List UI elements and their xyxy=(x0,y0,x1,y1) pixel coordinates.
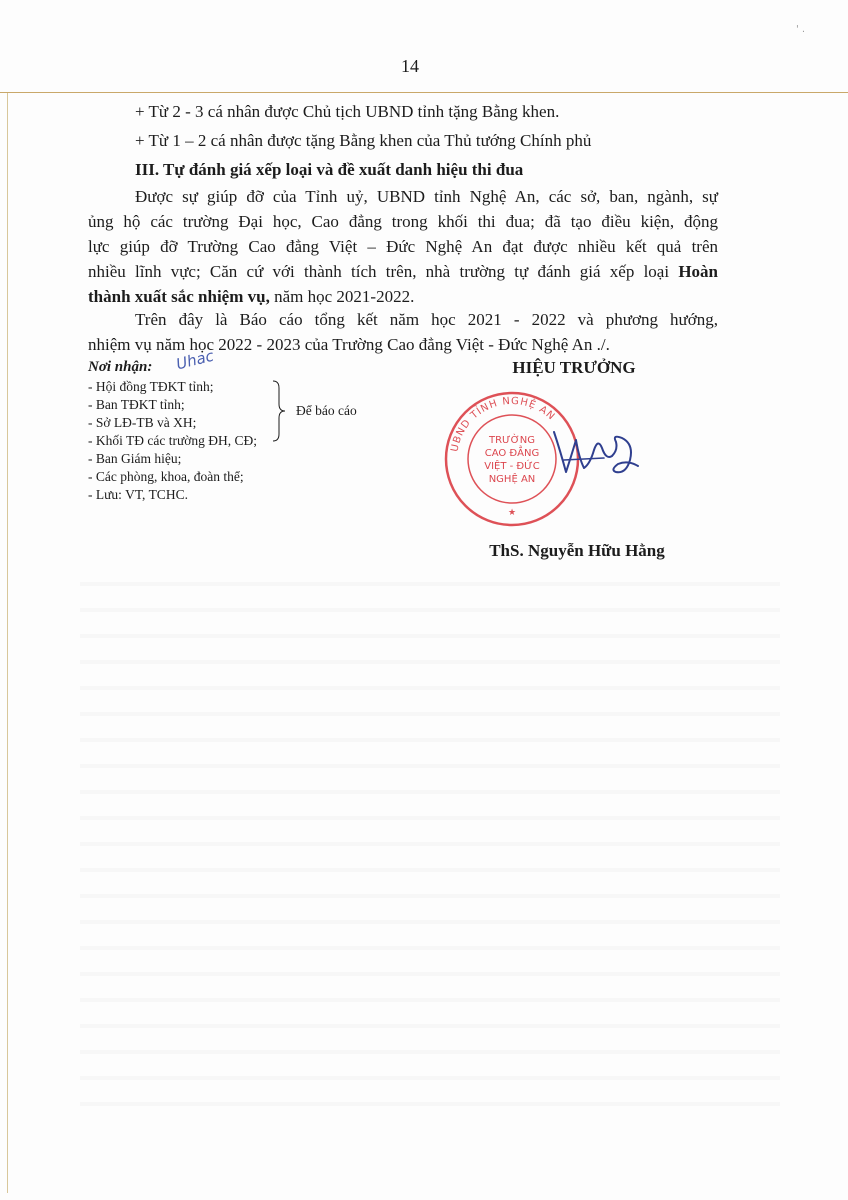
recipient-item: - Ban TĐKT tỉnh; xyxy=(88,397,185,412)
seal-center-text: TRƯỜNG xyxy=(489,435,535,446)
recipients-title: Nơi nhận: xyxy=(88,359,153,375)
seal-center-text: NGHỆ AN xyxy=(488,474,536,485)
highlight-text: thành xuất sắc nhiệm vụ, xyxy=(88,287,270,306)
signer-name: ThS. Nguyễn Hữu Hằng xyxy=(489,541,665,560)
recipient-item: - Lưu: VT, TCHC. xyxy=(88,487,188,502)
seal-center-text: CAO ĐẲNG xyxy=(484,448,540,459)
bleed-through-texture xyxy=(80,560,780,1120)
recipient-item: - Sở LĐ-TB và XH; xyxy=(88,415,197,430)
header-rule xyxy=(0,92,848,93)
paragraph-text: năm học 2021-2022. xyxy=(269,287,415,306)
recipient-item: - Hội đồng TĐKT tỉnh; xyxy=(88,379,214,394)
svg-text:★: ★ xyxy=(507,508,517,518)
bullet-line: + Từ 1 – 2 cá nhân được tặng Bằng khen của Thủ tướng Chính phủ xyxy=(135,131,592,150)
brace-label: Để báo cáo xyxy=(296,403,357,418)
paragraph-line: lực giúp đỡ Trường Cao đẳng Việt – Đức Nghệ An đạt được nhiều kết quả trên xyxy=(88,237,718,256)
margin-rule xyxy=(7,93,8,1193)
paragraph-line: nhiệm vụ năm học 2022 - 2023 của Trường Cao đẳng Việt - Đức Nghệ An ./. xyxy=(88,335,610,354)
paragraph-line: Trên đây là Báo cáo tổng kết năm học 2021 - 2022 và phương hướng, xyxy=(135,310,718,329)
bullet-line: + Từ 2 - 3 cá nhân được Chủ tịch UBND tỉnh tặng Bằng khen. xyxy=(135,102,560,121)
seal-ring-text: UBND TỈNH NGHỆ AN xyxy=(449,395,557,453)
handwritten-signature xyxy=(546,420,646,490)
page-number: 14 xyxy=(401,56,419,76)
scan-mark: ' . xyxy=(796,24,806,35)
paragraph-line: ủng hộ các trường Đại học, Cao đẳng trong khối thi đua; đã tạo điều kiện, động xyxy=(88,212,718,231)
seal-center-text: VIỆT - ĐỨC xyxy=(484,461,540,472)
brace-icon xyxy=(272,380,286,442)
highlight-text: Hoàn xyxy=(678,262,718,281)
recipient-item: - Khối TĐ các trường ĐH, CĐ; xyxy=(88,433,258,448)
paragraph-text: nhiều lĩnh vực; Căn cứ với thành tích trên, nhà trường tự đánh giá xếp loại xyxy=(88,262,679,281)
paragraph-line xyxy=(88,261,718,283)
signature-title: HIỆU TRƯỞNG xyxy=(512,358,636,377)
paragraph-line: Được sự giúp đỡ của Tỉnh uỷ, UBND tỉnh Nghệ An, các sở, ban, ngành, sự xyxy=(135,187,718,206)
handwritten-initials: Uhac xyxy=(174,346,216,374)
section-heading: III. Tự đánh giá xếp loại và đề xuất danh hiệu thi đua xyxy=(135,160,524,179)
paragraph-line xyxy=(88,286,414,308)
recipient-item: - Ban Giám hiệu; xyxy=(88,451,182,466)
recipient-item: - Các phòng, khoa, đoàn thể; xyxy=(88,469,244,484)
